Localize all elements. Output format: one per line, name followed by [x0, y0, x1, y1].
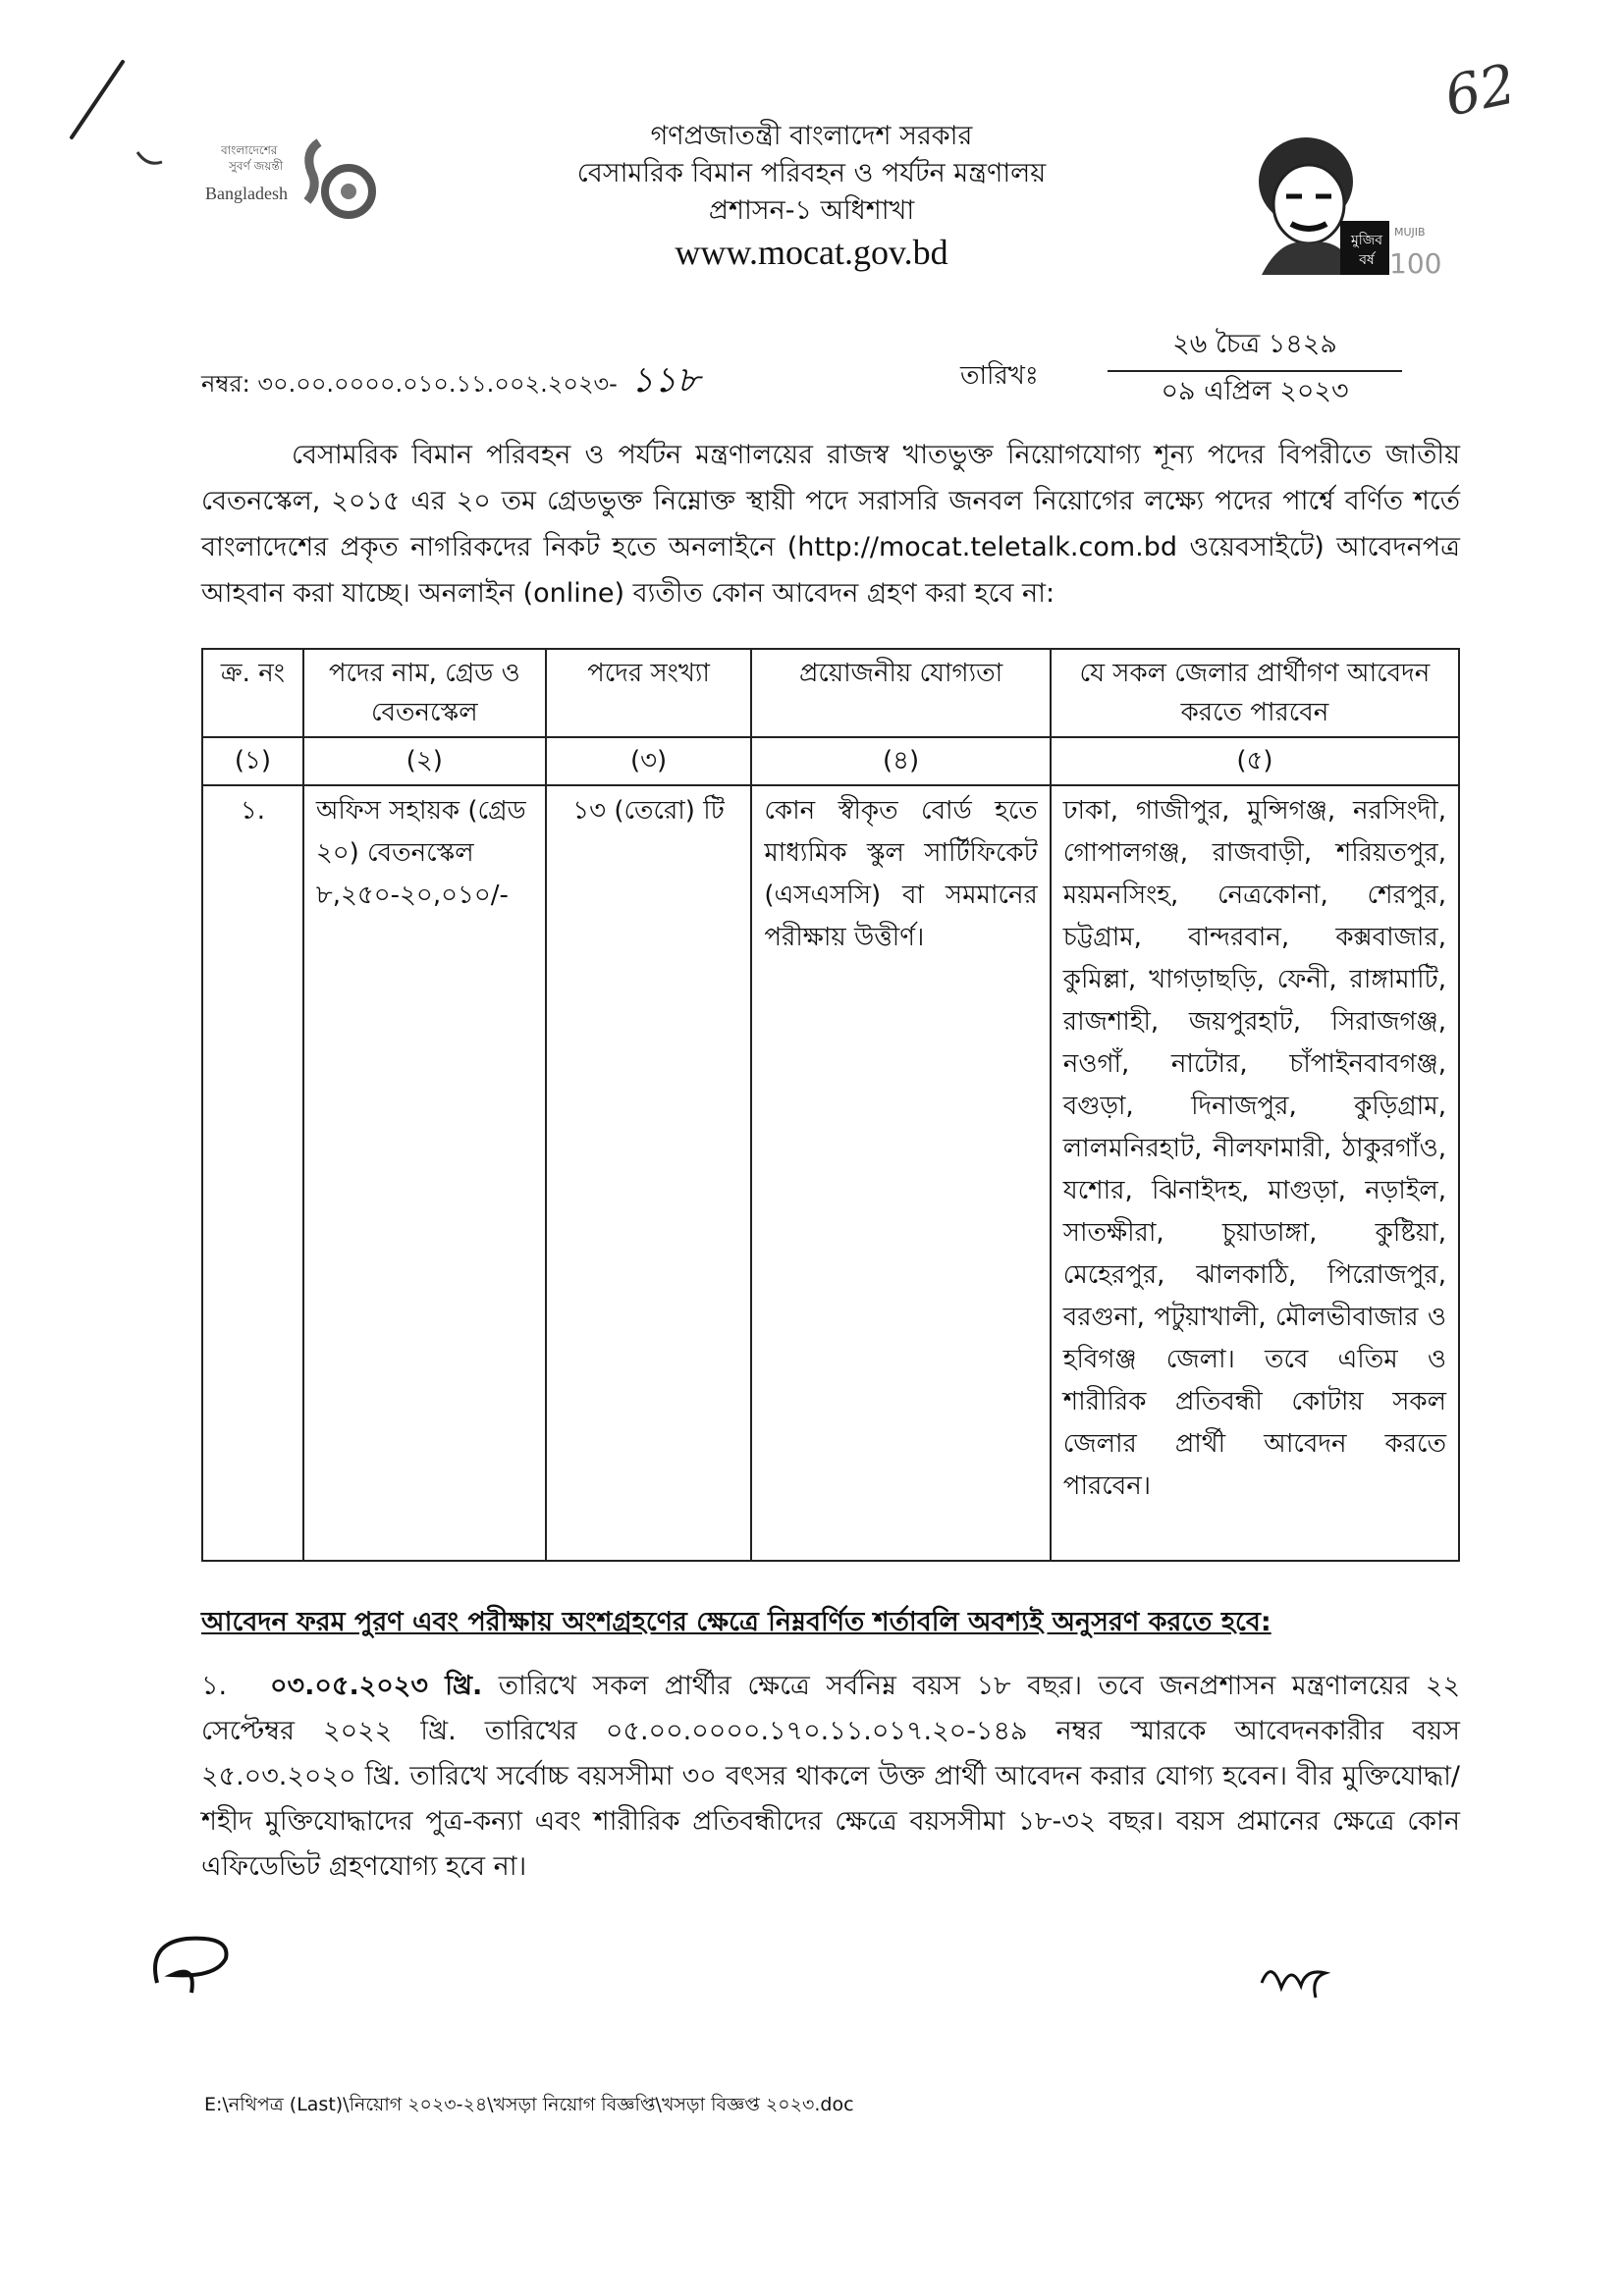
cell-serial: ১. [202, 785, 303, 1561]
svg-text:100: 100 [1389, 247, 1442, 280]
condition-date: ০৩.০৫.২০২৩ খ্রি. [270, 1671, 483, 1701]
date-label: তারিখঃ [960, 361, 1039, 391]
memo-number-handwritten: ১১৮ [630, 360, 700, 400]
ministry-name: বেসামরিক বিমান পরিবহন ও পর্যটন মন্ত্রণালয় [576, 158, 1047, 188]
government-title: গণপ্রজাতন্ত্রী বাংলাদেশ সরকার [650, 121, 973, 151]
cell-qualification: কোন স্বীকৃত বোর্ড হতে মাধ্যমিক স্কুল সার্টিফিকেট (এসএসসি) বা সমমানের পরীক্ষায় উত্তীর্ণ। [751, 785, 1050, 1561]
signature-right [1252, 1949, 1340, 2007]
column-number: (৩) [546, 737, 752, 785]
file-path-footer: E:\নথিপত্র (Last)\নিয়োগ ২০২৩-২৪\খসড়া নিয়োগ বিজ্ঞপ্তি\খসড়া বিজ্ঞপ্ত ২০২৩.doc [204, 2094, 854, 2115]
signature-left [137, 1924, 245, 2002]
mujib-logo-label: মুজিব বর্ষ [1350, 233, 1383, 268]
vacancy-table [201, 648, 1460, 1562]
table-header-row [202, 649, 1459, 737]
condition-number: ১. [201, 1671, 228, 1701]
table-column-number-row [202, 737, 1459, 785]
condition-item-1 [201, 1664, 1460, 1890]
conditions-heading: আবেদন ফরম পুরণ এবং পরীক্ষায় অংশগ্রহণের ক্ষেত্রে নিম্নবর্ণিত শর্তাবলি অবশ্যই অনুসরণ করতে হবে: [201, 1607, 1271, 1637]
date-bangla: ২৬ চৈত্র ১৪২৯ [1108, 324, 1402, 372]
header-post: পদের নাম, গ্রেড ও বেতনস্কেল [303, 649, 546, 737]
svg-text:সুবর্ণ জয়ন্তী: সুবর্ণ জয়ন্তী [229, 159, 284, 173]
column-number: (৪) [751, 737, 1050, 785]
wing-name: প্রশাসন-১ অধিশাখা [708, 195, 915, 226]
column-number: (২) [303, 737, 546, 785]
svg-text:MUJIB: MUJIB [1394, 226, 1426, 239]
memo-number [201, 353, 700, 412]
header-qualification: প্রয়োজনীয় যোগ্যতা [751, 649, 1050, 737]
column-number: (১) [202, 737, 303, 785]
table-row [202, 785, 1459, 1561]
intro-paragraph: বেসামরিক বিমান পরিবহন ও পর্যটন মন্ত্রণালয়ের রাজস্ব খাতভুক্ত নিয়োগযোগ্য শূন্য পদের বিপরীতে জাতীয় বেতনস্কেল, ২০১৫ এর ২০ তম গ্রেডভুক্ত নিম্নোক্ত স্থায়ী পদে সরাসরি জনবল নিয়োগের লক্ষ্যে পদের পার্শ্বে বর্ণিত শর্তে বাংলাদেশের প্রকৃত নাগরিকদের নিকট হতে অনলাইনে (http://mocat.teletalk.com.bd ওয়েবসাইটে) আবেদনপত্র আহবান করা যাচ্ছে। অনলাইন (online) ব্যতীত কোন আবেদন গ্রহণ করা হবে না: [201, 440, 1460, 609]
cell-count: ১৩ (তেরো) টি [546, 785, 752, 1561]
header-count: পদের সংখ্যা [546, 649, 752, 737]
bangladesh-logo-label: Bangladesh [205, 184, 288, 203]
condition-text: তারিখে সকল প্রার্থীর ক্ষেত্রে সর্বনিম্ন বয়স ১৮ বছর। তবে জনপ্রশাসন মন্ত্রণালয়ের ২২ সেপ্টেম্বর ২০২২ খ্রি. তারিখের ০৫.০০.০০০০.১৭০.১১.০১৭.২০-১৪৯ নম্বর স্মারকে আবেদনকারীর বয়স ২৫.০৩.২০২০ খ্রি. তারিখে সর্বোচ্চ বয়সসীমা ৩০ বৎসর থাকলে উক্ত প্রার্থী আবেদন করার যোগ্য হবেন। বীর মুক্তিযোদ্ধা/শহীদ মুক্তিযোদ্ধাদের পুত্র-কন্যা এবং শারীরিক প্রতিবন্ধীদের ক্ষেত্রে বয়সসীমা ১৮-৩২ বছর। বয়স প্রমানের ক্ষেত্রে কোন এফিডেভিট গ্রহণযোগ্য হবে না। [201, 1671, 1460, 1882]
cell-post: অফিস সহায়ক (গ্রেড ২০) বেতনস্কেল ৮,২৫০-২০,০১০/- [303, 785, 546, 1561]
header-serial: ক্র. নং [202, 649, 303, 737]
date-english: ০৯ এপ্রিল ২০২৩ [1161, 376, 1349, 406]
header-districts: যে সকল জেলার প্রার্থীগণ আবেদন করতে পারবেন [1051, 649, 1459, 737]
cell-districts: ঢাকা, গাজীপুর, মুন্সিগঞ্জ, নরসিংদী, গোপালগঞ্জ, রাজবাড়ী, শরিয়তপুর, ময়মনসিংহ, নেত্রকোনা, শেরপুর, চট্টগ্রাম, বান্দরবান, কক্সবাজার, কুমিল্লা, খাগড়াছড়ি, ফেনী, রাঙ্গামাটি, রাজশাহী, জয়পুরহাট, সিরাজগঞ্জ, নওগাঁ, নাটোর, চাঁপাইনবাবগঞ্জ, বগুড়া, দিনাজপুর, কুড়িগ্রাম, লালমনিরহাট, নীলফামারী, ঠাকুরগাঁও, যশোর, ঝিনাইদহ, মাগুড়া, নড়াইল, সাতক্ষীরা, চুয়াডাঙ্গা, কুষ্টিয়া, মেহেরপুর, ঝালকাঠি, পিরোজপুর, বরগুনা, পটুয়াখালী, মৌলভীবাজার ও হবিগঞ্জ জেলা। তবে এতিম ও শারীরিক প্রতিবন্ধী কোটায় সকল জেলার প্রার্থী আবেদন করতে পারবেন। [1051, 785, 1459, 1561]
ministry-website-link[interactable]: www.mocat.gov.bd [675, 233, 948, 272]
handwritten-page-number: 62 [1439, 52, 1522, 130]
svg-text:বাংলাদেশের: বাংলাদেশের [221, 143, 278, 157]
memo-number-label: নম্বর: ৩০.০০.০০০০.০১০.১১.০০২.২০২৩- [201, 370, 618, 398]
column-number: (৫) [1051, 737, 1459, 785]
